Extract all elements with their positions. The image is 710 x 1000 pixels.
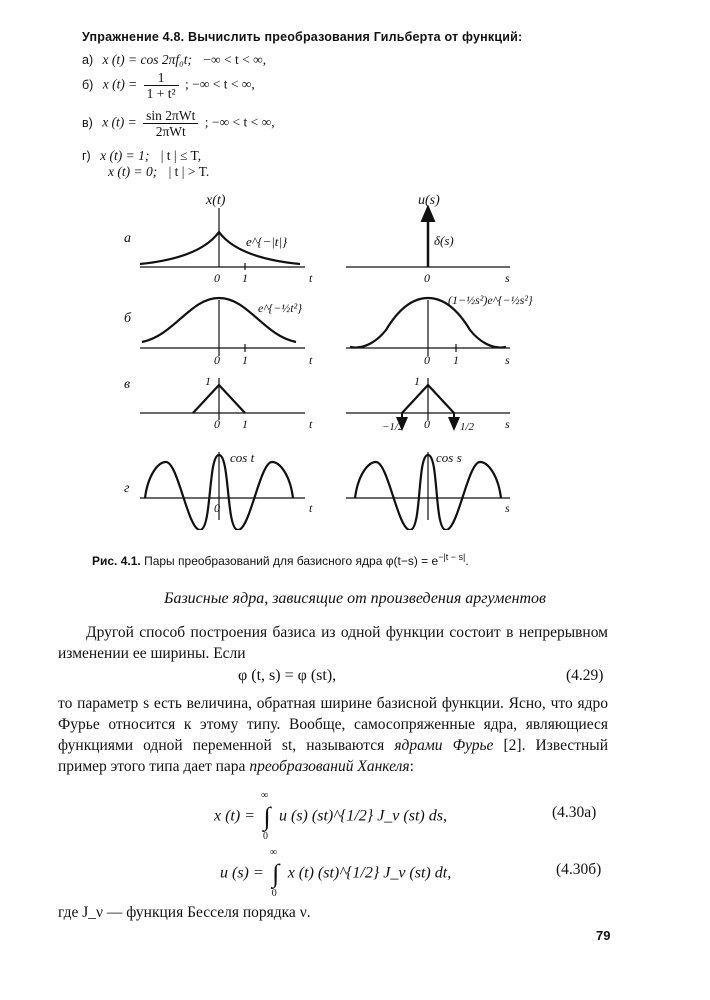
axis-s: s bbox=[505, 353, 510, 367]
eq-body: x (t) (st)^{1/2} J_ν (st) dt, bbox=[287, 864, 452, 882]
item-range: −∞ < t < ∞, bbox=[203, 52, 267, 67]
paragraph-2 bbox=[58, 693, 608, 777]
integral-upper: ∞ bbox=[269, 847, 277, 858]
item-label: в) bbox=[82, 115, 93, 130]
item-range: | t | > T. bbox=[168, 164, 210, 179]
note-exp-abs: e^{−|t|} bbox=[246, 234, 288, 249]
tick-one: 1 bbox=[242, 353, 248, 367]
caption-sup: −|t − s| bbox=[438, 552, 466, 562]
paragraph-1: Другой способ построения базиса из одной функции состоит в непрерывном изменении ее ширины. Если bbox=[58, 624, 608, 662]
tick-zero: 0 bbox=[214, 417, 220, 431]
page-number: 79 bbox=[596, 928, 611, 943]
fraction-denominator: 1 + t² bbox=[146, 86, 176, 101]
tick-zero: 0 bbox=[424, 353, 430, 367]
tick-zero: 0 bbox=[214, 501, 220, 515]
equation-number: (4.29) bbox=[566, 667, 604, 684]
note-gauss: e^{−½t²} bbox=[258, 301, 303, 315]
paragraph-text: : bbox=[409, 758, 414, 775]
integral-lower: 0 bbox=[263, 831, 268, 842]
fraction bbox=[143, 108, 198, 139]
item-label: г) bbox=[82, 149, 91, 163]
eq-lhs: u (s) = bbox=[220, 864, 264, 882]
exercise-item-d bbox=[82, 148, 201, 164]
paragraph-text: [2]. Известный пример этого типа дает пара bbox=[58, 737, 608, 775]
tick-half-neg: −1/2 bbox=[382, 421, 404, 433]
row-label-b: б bbox=[124, 311, 132, 326]
note-cos-t: cos t bbox=[230, 450, 255, 465]
term-fourier-kernels: ядрами Фурье bbox=[394, 737, 494, 754]
note-cos-s: cos s bbox=[436, 450, 462, 465]
tick-one: 1 bbox=[242, 271, 248, 285]
item-lhs: x (t) = bbox=[102, 114, 137, 130]
integral-sign: ∞ ∫ 0 bbox=[261, 790, 271, 842]
axis-t: t bbox=[309, 417, 313, 431]
tick-zero: 0 bbox=[424, 417, 430, 431]
paragraph-text: то параметр s есть величина, обратная ширине базисной функции. Ясно, что ядро Фурье относится к этому типу. Вообще, самосопряженные ядра, являющиеся функциями одной переменной st, называются bbox=[58, 695, 608, 754]
exercise-item-d2 bbox=[108, 164, 209, 180]
tick-half-pos: 1/2 bbox=[460, 421, 475, 433]
item-label: б) bbox=[82, 77, 94, 92]
tick-peak: 1 bbox=[205, 374, 211, 388]
equation-4-30b bbox=[220, 847, 452, 899]
integral-upper: ∞ bbox=[261, 790, 269, 801]
item-expr: x (t) = 1; bbox=[100, 148, 150, 163]
equation-4-30a bbox=[214, 790, 447, 842]
item-lhs: x (t) = bbox=[102, 76, 138, 92]
eq-lhs: x (t) = bbox=[214, 807, 255, 825]
item-range: | t | ≤ T, bbox=[160, 148, 202, 163]
integral-lower: 0 bbox=[271, 888, 277, 899]
row-label-c: в bbox=[124, 377, 131, 392]
fraction-numerator: sin 2πWt bbox=[143, 108, 198, 124]
item-range: ; −∞ < t < ∞, bbox=[184, 76, 255, 92]
section-title: Базисные ядра, зависящие от произведения аргументов bbox=[164, 590, 546, 607]
caption-prefix: Рис. 4.1. bbox=[92, 554, 141, 568]
tick-zero: 0 bbox=[214, 271, 220, 285]
bessel-note: где J_ν — функция Бесселя порядка ν. bbox=[58, 904, 311, 921]
item-range: ; −∞ < t < ∞, bbox=[204, 114, 275, 130]
eq-body: u (s) (st)^{1/2} J_ν (st) ds, bbox=[279, 807, 447, 825]
right-axis-title: u(s) bbox=[418, 193, 440, 208]
figure-caption bbox=[92, 552, 469, 568]
item-label: а) bbox=[82, 53, 94, 67]
axis-s: s bbox=[505, 417, 510, 431]
exercise-item-c bbox=[82, 108, 275, 139]
fraction-numerator: 1 bbox=[144, 70, 179, 86]
equation-number: (4.30б) bbox=[556, 861, 602, 878]
tick-one: 1 bbox=[242, 417, 248, 431]
row-label-a: а bbox=[124, 231, 131, 246]
integral-sign: ∞ ∫ 0 bbox=[269, 847, 280, 899]
tick-one: 1 bbox=[453, 353, 459, 367]
row-label-d: г bbox=[124, 481, 130, 496]
fraction bbox=[144, 70, 179, 101]
axis-s: s bbox=[505, 501, 510, 515]
term-hankel: преобразований Ханкеля bbox=[249, 758, 410, 775]
tick-zero: 0 bbox=[424, 271, 430, 285]
note-delta: δ(s) bbox=[434, 233, 454, 248]
axis-t: t bbox=[309, 353, 313, 367]
axis-t: t bbox=[309, 271, 313, 285]
axis-t: t bbox=[309, 501, 313, 515]
item-expr: x (t) = 0; bbox=[108, 164, 158, 179]
caption-text: Пары преобразований для базисного ядра φ(t−s) = e bbox=[140, 554, 439, 568]
exercise-item-a bbox=[82, 52, 266, 68]
equation-number: (4.30а) bbox=[552, 804, 597, 821]
caption-end: . bbox=[465, 554, 469, 568]
note-gauss-mod: (1−½s²)e^{−½s²} bbox=[448, 293, 533, 307]
axis-s: s bbox=[505, 271, 510, 285]
exercise-heading: Упражнение 4.8. Вычислить преобразования Гильберта от функций: bbox=[82, 30, 523, 44]
exercise-item-b bbox=[82, 70, 255, 101]
fraction-denominator: 2πWt bbox=[155, 124, 186, 139]
item-expr: x (t) = cos 2πf₀t; bbox=[102, 52, 193, 67]
figure-4-1 bbox=[0, 190, 710, 530]
equation-4-29: φ (t, s) = φ (st), bbox=[238, 667, 337, 684]
tick-zero: 0 bbox=[214, 353, 220, 367]
tick-peak: 1 bbox=[414, 374, 420, 388]
left-axis-title: x(t) bbox=[206, 193, 226, 208]
